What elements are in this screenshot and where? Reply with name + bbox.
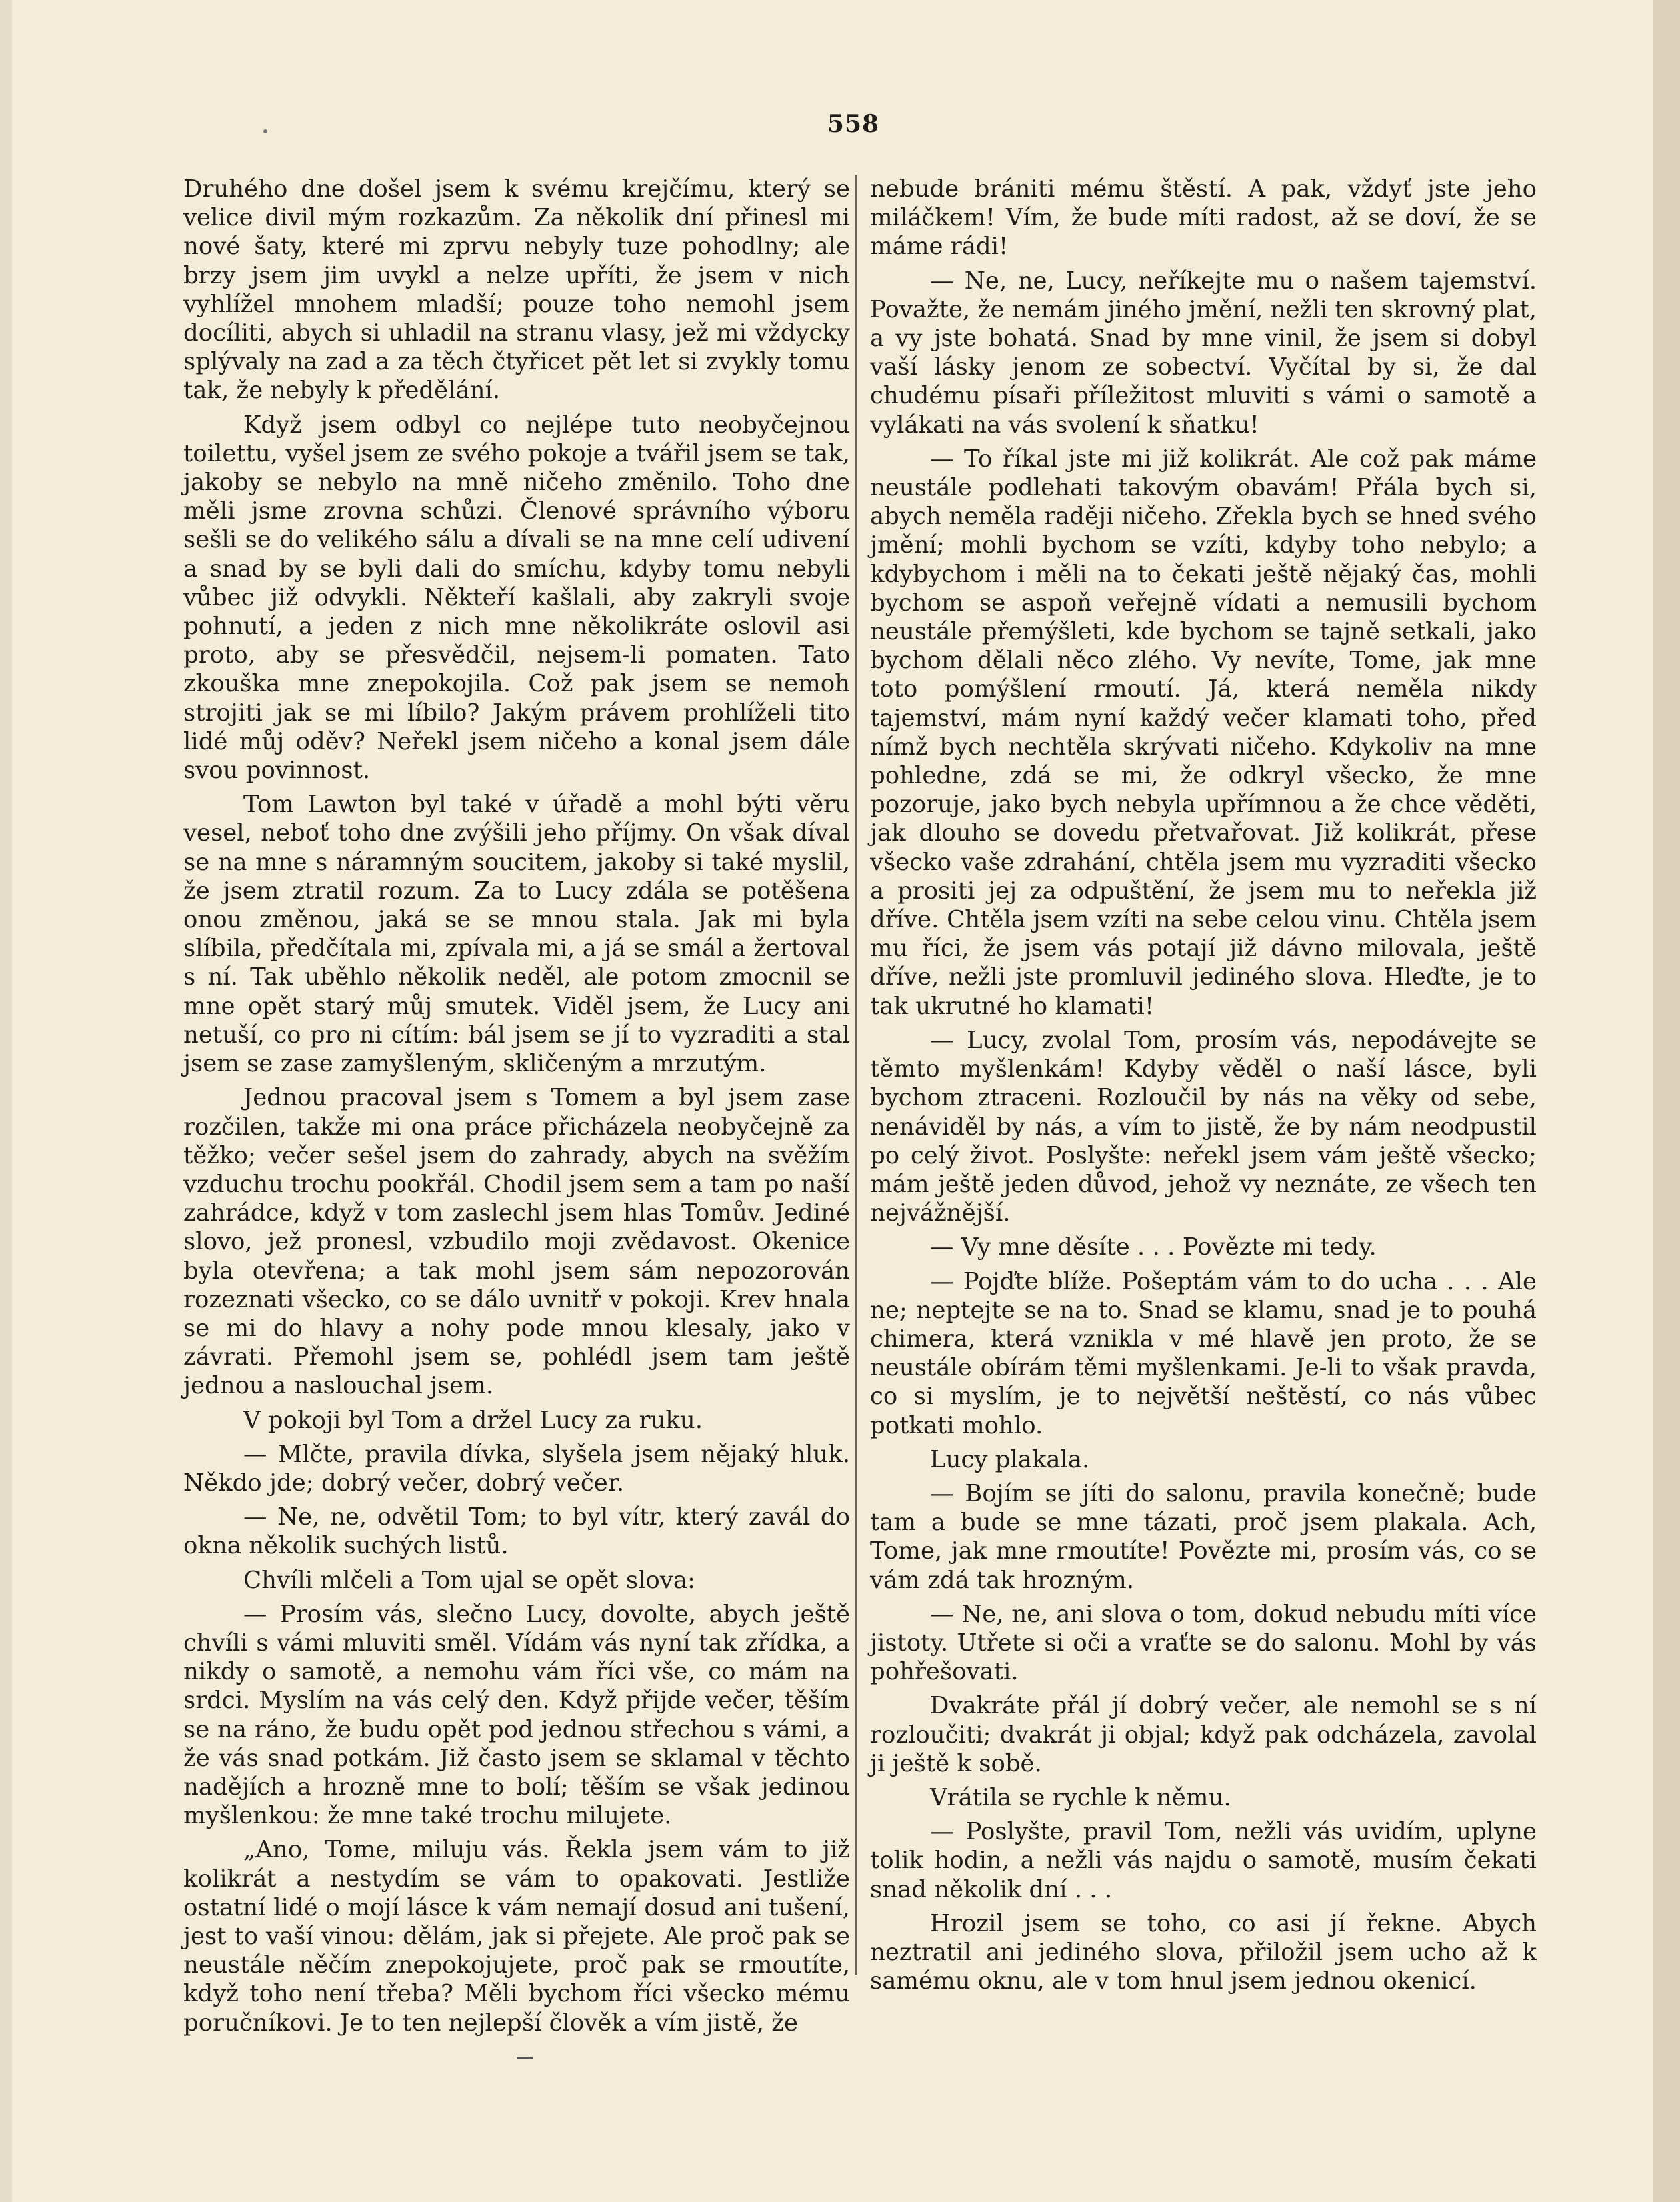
- paragraph: — Poslyšte, pravil Tom, nežli vás uvidím, uplyne tolik hodin, a nežli vás najdu o samotě, musím čekati snad několik dní . . .: [870, 1818, 1537, 1903]
- column-divider: [855, 175, 857, 1975]
- paragraph: Chvíli mlčeli a Tom ujal se opět slova:: [243, 1566, 695, 1594]
- page-number: 558: [827, 110, 880, 138]
- paragraph: — Ne, ne, ani slova o tom, dokud nebudu míti více jistoty. Utřete si oči a vraťte se do salonu. Mohl by vás pohřešovati.: [870, 1600, 1537, 1686]
- paragraph: — Vy mne děsíte . . . Povězte mi tedy.: [930, 1233, 1377, 1261]
- print-mark: [517, 2057, 533, 2059]
- paragraph: — Ne, ne, odvětil Tom; to byl vítr, který zavál do okna několik suchých listů.: [183, 1503, 850, 1560]
- paragraph: Druhého dne došel jsem k svému krejčímu, který se velice divil mým rozkazům. Za několik dní přinesl mi nové šaty, které mi zprvu nebyly tuze pohodlny; ale brzy jsem jim uvykl a nelze upříti, že jsem v nich vyhlížel mnohem mladší; pouze toho nemohl jsem docíliti, abych si uhladil na stranu vlasy, jež mi vždycky splývaly na zad a za těch čtyřicet pět let si zvykly tomu tak, že nebyly k předělání.: [183, 175, 850, 405]
- paragraph: Vrátila se rychle k němu.: [930, 1783, 1231, 1811]
- paragraph: — Ne, ne, Lucy, neříkejte mu o našem tajemství. Považte, že nemám jiného jmění, nežli ten skrovný plat, a vy jste bohatá. Snad by mne vinil, že jsem si dobyl vaší lásky jenom ze sobectví. Vyčítal by si, že dal chudému písaři příležitost mluviti s vámi o samotě a vylákati na vás svolení k sňatku!: [870, 267, 1537, 439]
- paragraph: Hrozil jsem se toho, co asi jí řekne. Abych neztratil ani jediného slova, přiložil jsem ucho až k samému oknu, ale v tom hnul jsem jednou okenicí.: [870, 1909, 1537, 1995]
- paragraph: nebude brániti mému štěstí. A pak, vždyť jste jeho miláčkem! Vím, že bude míti radost, až se doví, že se máme rádi!: [870, 175, 1537, 261]
- paragraph: V pokoji byl Tom a držel Lucy za ruku.: [243, 1406, 703, 1434]
- paragraph: Tom Lawton byl také v úřadě a mohl býti věru vesel, neboť toho dne zvýšili jeho příjmy. On však díval se na mne s náramným soucitem, jakoby si také myslil, že jsem ztratil rozum. Za to Lucy zdála se potěšena onou změnou, jaká se se mnou stala. Jak mi byla slíbila, předčítala mi, zpívala mi, a já se smál a žertoval s ní. Tak uběhlo několik neděl, ale potom zmocnil se mne opět starý můj smutek. Viděl jsem, že Lucy ani netuší, co pro ni cítím: bál jsem se jí to vyzraditi a stal jsem se zase zamyšleným, skličeným a mrzutým.: [183, 791, 850, 1078]
- paragraph: — To říkal jste mi již kolikrát. Ale což pak máme neustále podlehati takovým obavám! Přála bych si, abych neměla raději ničeho. Zřekla bych se hned svého jmění; mohli bychom se vzíti, kdyby toho nebylo; a kdybychom i měli na to čekati ještě nějaký čas, mohli bychom se aspoň veřejně vídati a nemusili bychom neustále přemýšleti, kde bychom se tajně setkali, jako bychom dělali něco zlého. Vy nevíte, Tome, jak mne toto pomýšlení rmoutí. Já, která neměla nikdy tajemství, mám nyní každý večer klamati toho, před nímž bych nechtěla skrývati ničeho. Kdykoliv na mne pohledne, zdá se mi, že odkryl všecko, že mne pozoruje, jako bych nebyla upřímnou a že chce věděti, jak dlouho se dovedu přetvařovat. Již kolikrát, přese všecko vaše zdrahání, chtěla jsem mu vyzraditi všecko a prositi jej za odpuštění, že jsem mu to neřekla již dříve. Chtěla jsem vzíti na sebe celou vinu. Chtěla jsem mu říci, že jsem vás potají již dávno milovala, ještě dříve, nežli jste promluvil jediného slova. Hleďte, je to tak ukrutné ho klamati!: [870, 445, 1537, 1020]
- paragraph: Lucy plakala.: [930, 1445, 1090, 1473]
- right-column: [870, 175, 1537, 2001]
- paragraph: — Prosím vás, slečno Lucy, dovolte, abych ještě chvíli s vámi mluviti směl. Vídám vás nyní tak zřídka, a nikdy o samotě, a nemohu vám říci vše, co mám na srdci. Myslím na vás celý den. Když přijde večer, těším se na ráno, že budu opět pod jednou střechou s vámi, a že vás snad potkám. Již často jsem se sklamal v těchto nadějích a hrozně mne to bolí; těším se však jedinou myšlenkou: že mne také trochu milujete.: [183, 1600, 850, 1830]
- print-speck: [263, 129, 267, 133]
- paragraph: Dvakráte přál jí dobrý večer, ale nemohl se s ní rozloučiti; dvakrát ji objal; když pak odcházela, zavolal ji ještě k sobě.: [870, 1692, 1537, 1777]
- paragraph: „Ano, Tome, miluju vás. Řekla jsem vám to již kolikrát a nestydím se vám to opakovati. Jestliže ostatní lidé o mojí lásce k vám nemají dosud ani tušení, jest to vaší vinou: dělám, jak si přejete. Ale proč pak se neustále něčím znepokojujete, proč pak se rmoutíte, když toho není třeba? Měli bychom říci všecko mému poručníkovi. Je to ten nejlepší člověk a vím jistě, že: [183, 1836, 850, 2037]
- left-column: [183, 175, 850, 2043]
- paragraph: — Mlčte, pravila dívka, slyšela jsem nějaký hluk. Někdo jde; dobrý večer, dobrý večer.: [183, 1440, 850, 1497]
- paragraph: Když jsem odbyl co nejlépe tuto neobyčejnou toilettu, vyšel jsem ze svého pokoje a tvářil jsem se tak, jakoby se nebylo na mně ničeho změnilo. Toho dne měli jsme zrovna schůzi. Členové správního výboru sešli se do velikého sálu a dívali se na mne celí udivení a snad by se byli dali do smíchu, kdyby tomu nebyli vůbec již odvykli. Někteří kašlali, aby zakryli svoje pohnutí, a jeden z nich mne několikráte oslovil asi proto, aby se přesvědčil, nejsem-li pomaten. Tato zkouška mne znepokojila. Což pak jsem se nemoh strojiti jak se mi líbilo? Jakým právem prohlíželi tito lidé můj oděv? Neřekl jsem ničeho a konal jsem dále svou povinnost.: [183, 411, 850, 785]
- paragraph: — Lucy, zvolal Tom, prosím vás, nepodávejte se těmto myšlenkám! Kdyby věděl o naší lásce, byli bychom ztraceni. Rozloučil by nás na věky od sebe, nenáviděl by nás, a vím to jistě, že by nám neodpustil po celý život. Poslyšte: neřekl jsem vám ještě všecko; mám ještě jeden důvod, jehož vy neznáte, ze všech ten nejvážnější.: [870, 1026, 1537, 1227]
- paragraph: Jednou pracoval jsem s Tomem a byl jsem zase rozčilen, takže mi ona práce přicházela neobyčejně za těžko; večer sešel jsem do zahrady, abych na svěžím vzduchu trochu pookřál. Chodil jsem sem a tam po naší zahrádce, když v tom zaslechl jsem hlas Tomův. Jediné slovo, jež pronesl, vzbudilo moji zvědavost. Okenice byla otevřena; a tak mohl jsem sám nepozorován rozeznati všecko, co se dálo uvnitř v pokoji. Krev hnala se mi do hlavy a nohy pode mnou klesaly, jako v závrati. Přemohl jsem se, pohlédl jsem tam ještě jednou a naslouchal jsem.: [183, 1084, 850, 1400]
- paragraph: — Pojďte blíže. Pošeptám vám to do ucha . . . Ale ne; neptejte se na to. Snad se klamu, snad je to pouhá chimera, která vznikla v mé hlavě jen proto, že se neustále obírám těmi myšlenkami. Je-li to však pravda, co si myslím, je to největší neštěstí, co nás vůbec potkati mohlo.: [870, 1267, 1537, 1439]
- paragraph: — Bojím se jíti do salonu, pravila konečně; bude tam a bude se mne tázati, proč jsem plakala. Ach, Tome, jak mne rmoutíte! Povězte mi, prosím vás, co se vám zdá tak hrozným.: [870, 1479, 1537, 1594]
